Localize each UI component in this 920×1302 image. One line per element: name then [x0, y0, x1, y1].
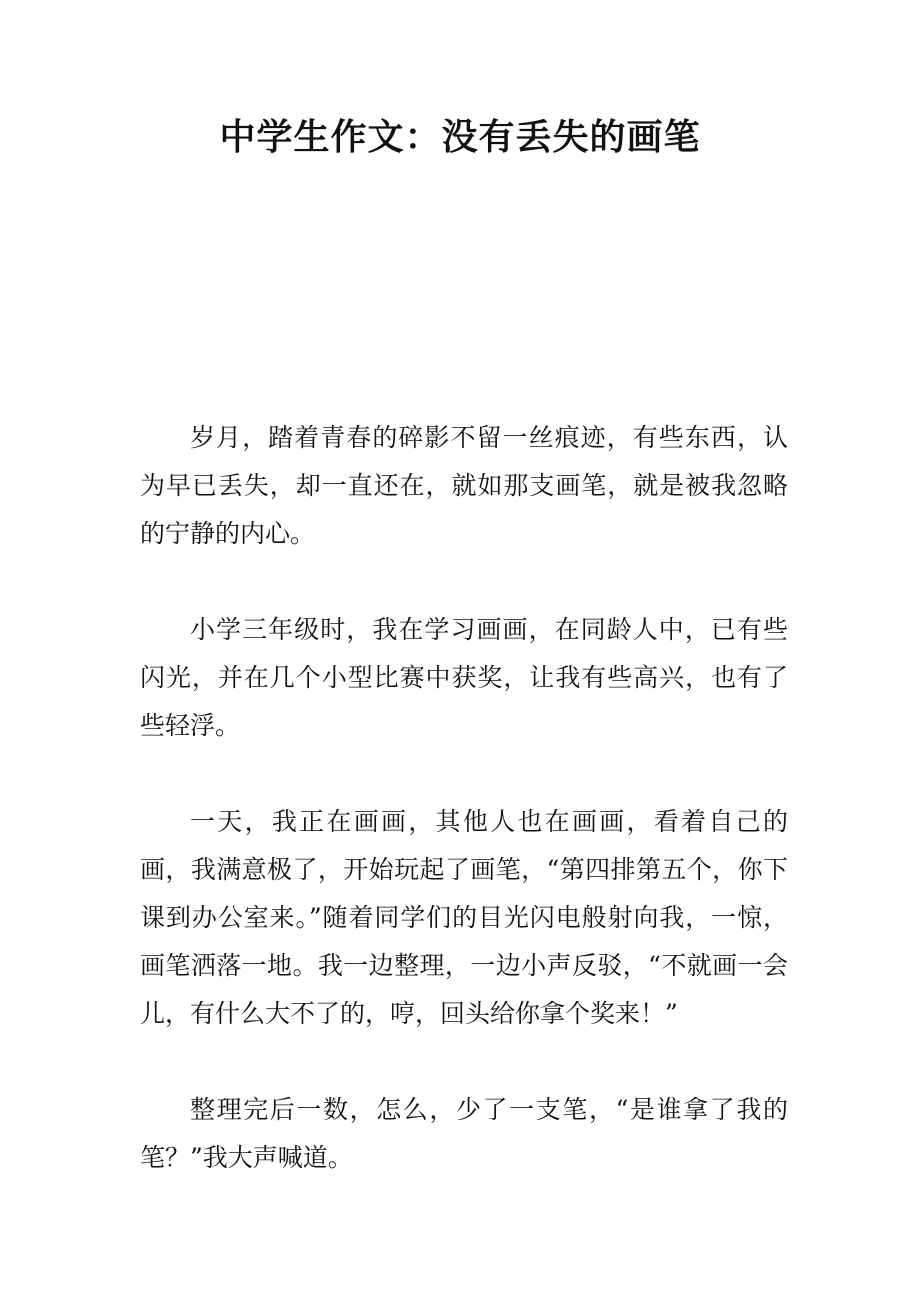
paragraph-1: 岁月，踏着青春的碎影不留一丝痕迹，有些东西，认为早已丢失，却一直还在，就如那支画笔，就是被我忽略的宁静的内心。	[140, 423, 788, 548]
document-title: 中学生作文：没有丢失的画笔	[219, 116, 701, 158]
paragraph-3: 一天，我正在画画，其他人也在画画，看着自己的画，我满意极了，开始玩起了画笔，“第四排第五个，你下课到办公室来。”随着同学们的目光闪电般射向我，一惊，画笔洒落一地。我一边整理，一边小声反驳，“不就画一会儿，有什么大不了的，哼，回头给你拿个奖来！”	[140, 807, 788, 1028]
paragraph-2: 小学三年级时，我在学习画画，在同龄人中，已有些闪光，并在几个小型比赛中获奖，让我有些高兴，也有了些轻浮。	[140, 615, 788, 740]
document-body	[140, 414, 788, 1230]
paragraph-4: 整理完后一数，怎么，少了一支笔，“是谁拿了我的笔？”我大声喊道。	[140, 1095, 788, 1172]
